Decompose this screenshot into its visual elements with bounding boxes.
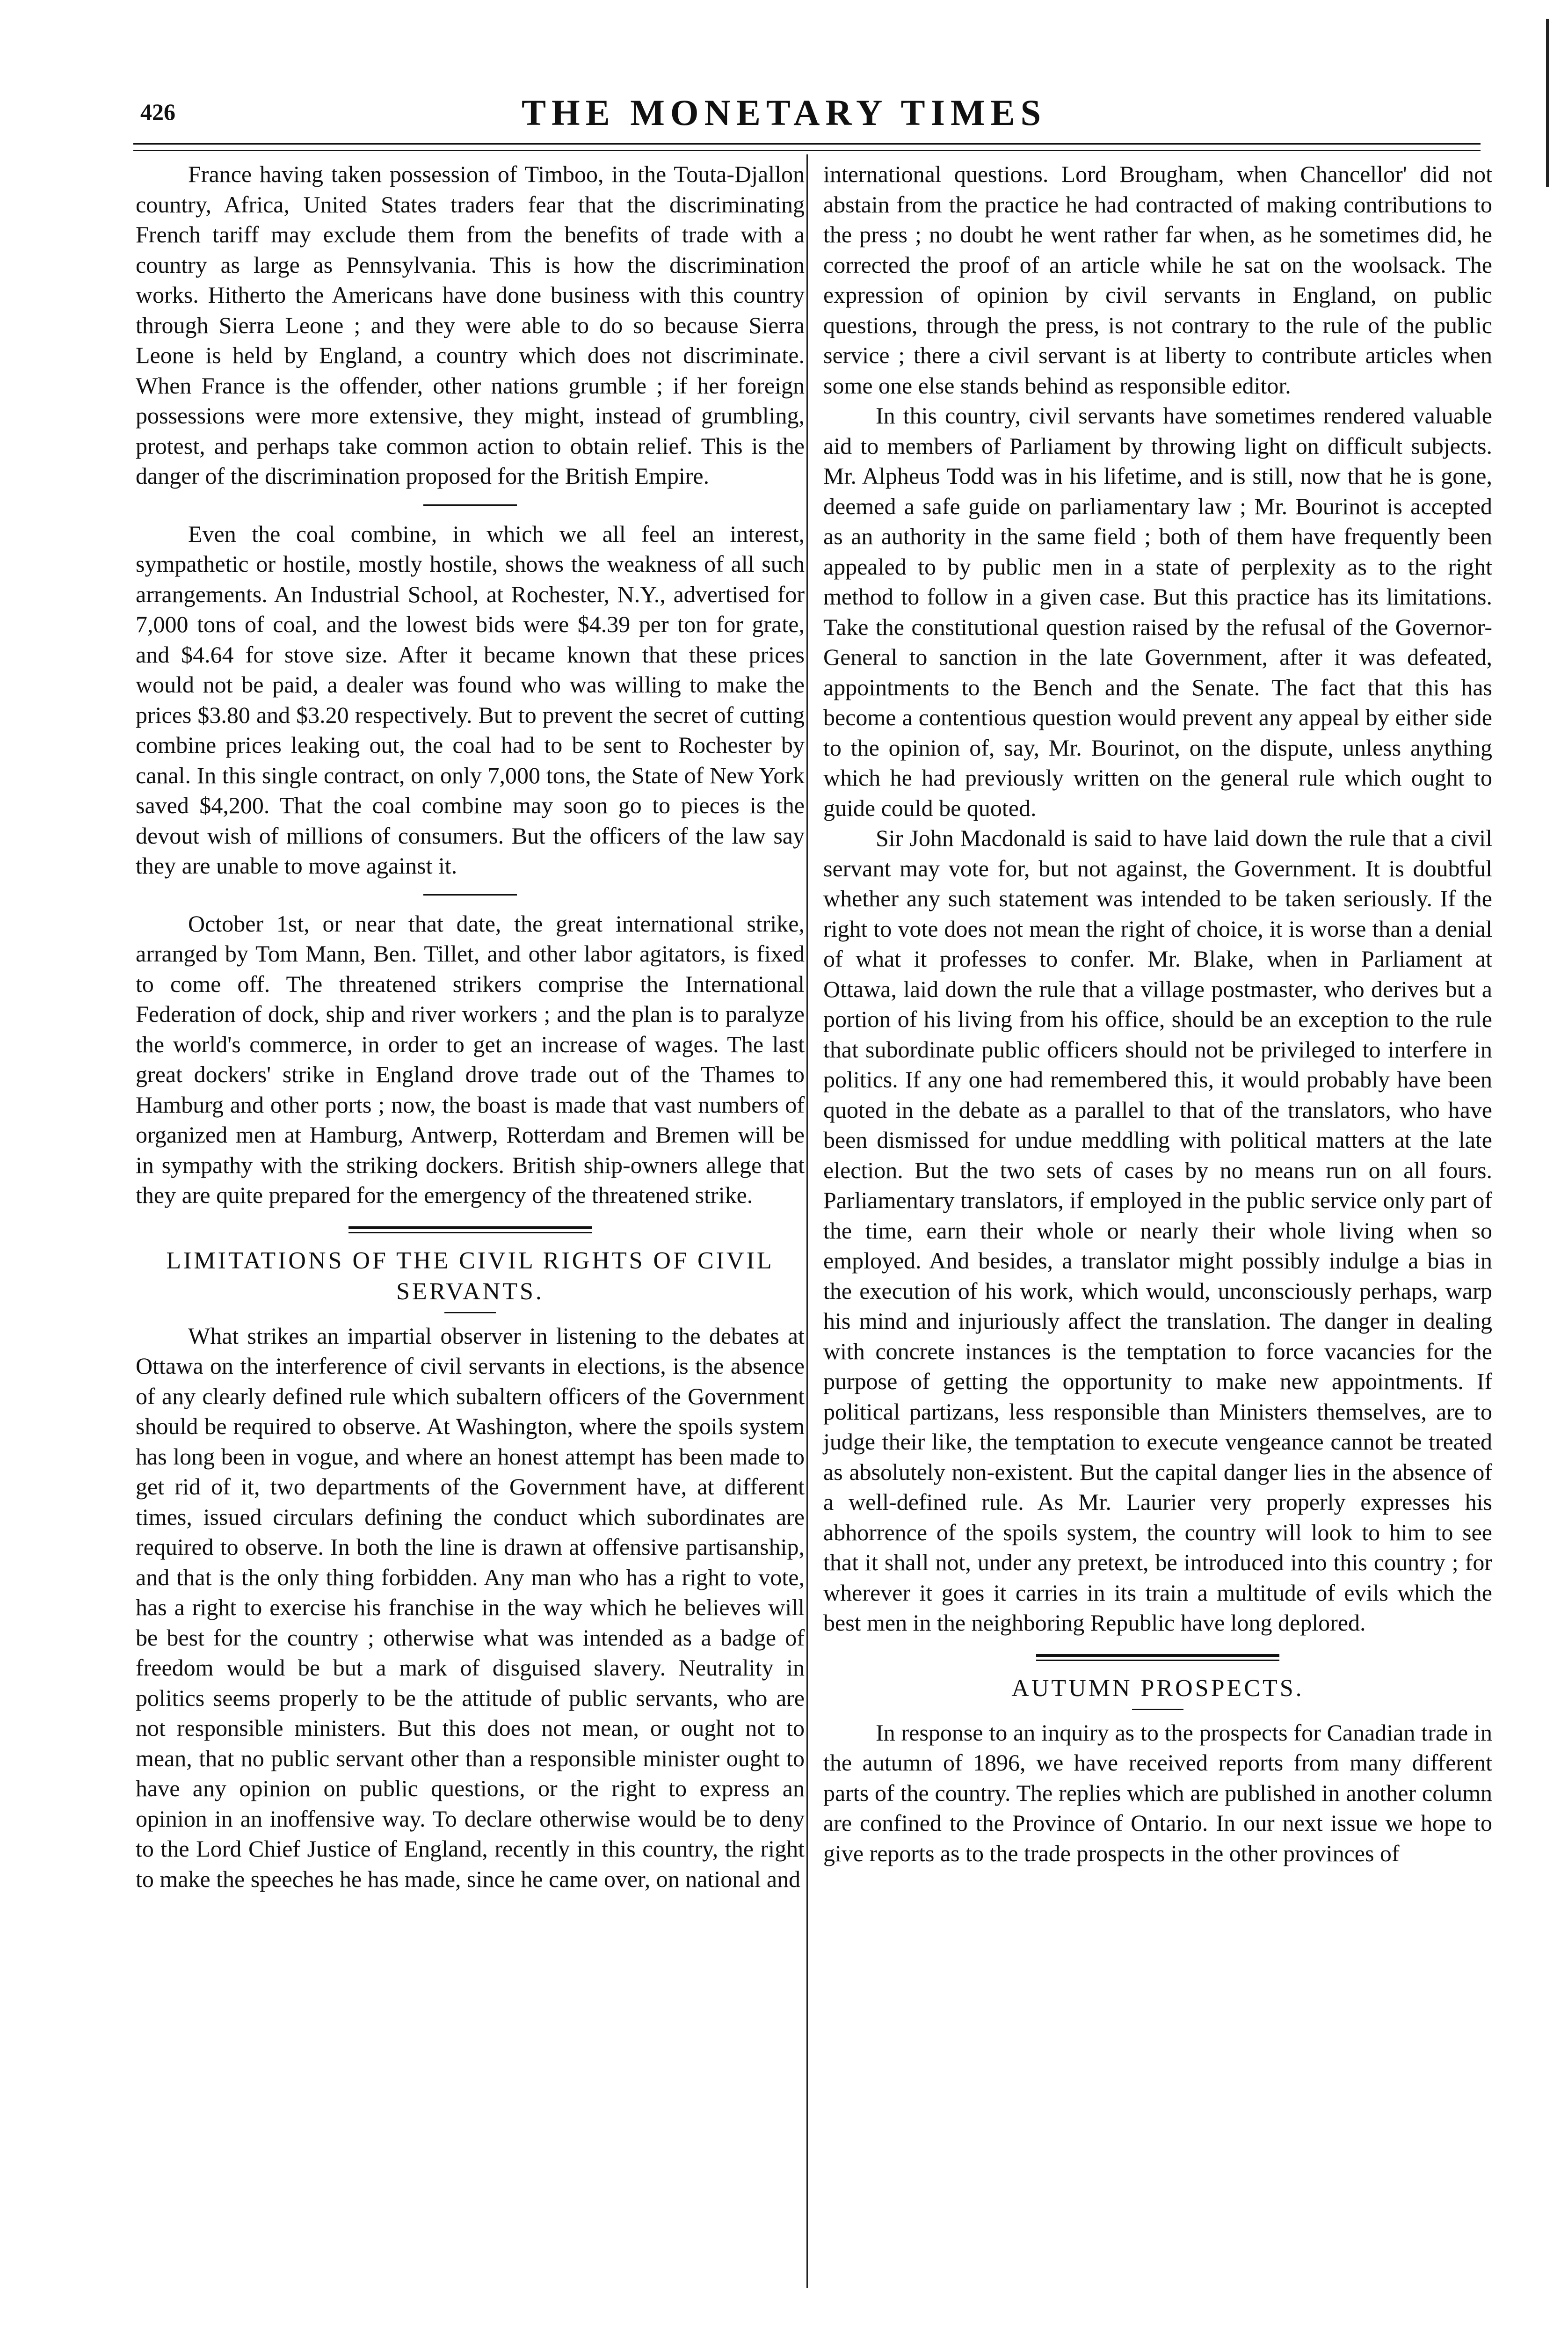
heading-rule bbox=[444, 1312, 496, 1313]
paragraph-civil-rights: What strikes an impartial observer in listening to the debates at Ottawa on the interference of civil servants in elections, is the absence of any clearly defined rule which subaltern officers of the Government should be required to observe. At Washington, where the spoils system has long been in vogue, and where an honest attempt has been made to get rid of it, two departments of the Government have, at different times, issued circulars defining the conduct which subordinates are required to observe. In both the line is drawn at offensive partisanship, and that is the only thing forbidden. Any man who has a right to vote, has a right to exercise his franchise in the way which he believes will be best for the country ; otherwise what was intended as a badge of freedom would be but a mark of disguised slavery. Neutrality in politics seems properly to be the attitude of public servants, who are not responsible ministers. But this does not mean, or ought not to mean, that no public servant other than a responsible minister ought to have any opinion on public questions, or the right to express an opinion in an inoffensive way. To declare otherwise would be to deny to the Lord Chief Justice of England, recently in this country, the right to make the speeches he has made, since he came over, on national and bbox=[136, 1322, 805, 1892]
article-heading-autumn-prospects: AUTUMN PROSPECTS. bbox=[1011, 1675, 1304, 1702]
header-rule bbox=[133, 143, 1481, 151]
page-number: 426 bbox=[140, 99, 175, 125]
publication-title: THE MONETARY TIMES bbox=[522, 92, 1046, 133]
paragraph-international-strike: October 1st, or near that date, the great international strike, arranged by Tom Mann, Ben. Tillet, and other labor agitators, is fixed to come off. The threatened strikers comprise the International Federation of dock, ship and river workers ; and the plan is to paralyze the world's commerce, in order to get an increase of wages. The last great dockers' strike in England drove trade out of the Thames to Hamburg and other ports ; now, the boast is made that vast numbers of organized men at Hamburg, Antwerp, Rotterdam and Bremen will be in sympathy with the striking dockers. British ship-owners allege that they are quite prepared for the emergency of the threatened strike. bbox=[136, 910, 805, 1208]
heading-rule bbox=[1132, 1709, 1183, 1710]
paragraph-autumn-prospects: In response to an inquiry as to the prospects for Canadian trade in the autumn of 1896, we have received reports from many different parts of the country. The replies which are published in another column are confined to the Province of Ontario. In our next issue we hope to give reports as to the trade prospects in the other provinces of bbox=[823, 1719, 1492, 1866]
short-separator bbox=[423, 504, 517, 506]
article-heading-civil-rights: LIMITATIONS OF THE CIVIL RIGHTS OF CIVIL SERVANTS. bbox=[166, 1247, 774, 1305]
left-column bbox=[136, 159, 805, 1894]
right-column bbox=[823, 159, 1492, 1868]
double-separator bbox=[1036, 1654, 1279, 1661]
short-separator bbox=[423, 894, 517, 896]
double-separator bbox=[348, 1226, 592, 1233]
paragraph-civil-servants-aid: In this country, civil servants have sometimes rendered valuable aid to members of Parliament by throwing light on difficult subjects. Mr. Alpheus Todd was in his lifetime, and is still, now that he is gone, deemed a safe guide on parliamentary law ; Mr. Bourinot is accepted as an authority in the same field ; both of them have frequently been appealed to by public men in a state of perplexity as to the right method to follow in a given case. But this practice has its limitations. Take the constitutional question raised by the refusal of the Governor-General to sanction in the late Government, after it was defeated, appointments to the Bench and the Senate. The fact that this has become a contentious question would prevent any appeal by either side to the opinion of, say, Mr. Bourinot, on the dispute, unless anything which he had previously written on the general rule which ought to guide could be quoted. bbox=[823, 402, 1492, 821]
column-divider bbox=[806, 154, 808, 2288]
paragraph-macdonald-rule: Sir John Macdonald is said to have laid down the rule that a civil servant may vote for, but not against, the Government. It is doubtful whether any such statement was intended to be taken seriously. If the right to vote does not mean the right of choice, it is worse than a denial of what it professes to confer. Mr. Blake, when in Parliament at Ottawa, laid down the rule that a village postmaster, who derives but a portion of his living from his office, should be an exception to the rule that subordinate public officers should not be privileged to interfere in politics. If any one had remembered this, it would probably have been quoted in the debate as a parallel to that of the translators, who have been dismissed for undue meddling with political matters at the late election. But the two sets of cases by no means run on all fours. Parliamentary translators, if employed in the public service only part of the time, earn their whole or nearly their whole living when so employed. And besides, a translator might possibly indulge a bias in the execution of his work, which would, unconsciously perhaps, warp his mind and injuriously affect the translation. The danger in dealing with concrete instances is the temptation to force vacancies for the purpose of getting the opportunity to make new appointments. If political partizans, less responsible than Ministers themselves, are to judge their like, the temptation to execute vengeance cannot be treated as absolutely non-existent. But the capital danger lies in the absence of a well-defined rule. As Mr. Laurier very properly expresses his abhorrence of the spoils system, the country will look to him to see that it shall not, under any pretext, be introduced into this country ; for wherever it goes it carries in its train a multitude of evils which the best men in the neighboring Republic have long deplored. bbox=[823, 825, 1492, 1636]
paragraph-coal-combine: Even the coal combine, in which we all feel an interest, sympathetic or hostile, mostly hostile, shows the weakness of all such arrangements. An Industrial School, at Rochester, N.Y., advertised for 7,000 tons of coal, and the lowest bids were $4.39 per ton for grate, and $4.64 for stove size. After it became known that these prices would not be paid, a dealer was found who was willing to make the prices $3.80 and $3.20 respectively. But to prevent the secret of cutting combine prices leaking out, the coal had to be sent to Rochester by canal. In this single contract, on only 7,000 tons, the State of New York saved $4,200. That the coal combine may soon go to pieces is the devout wish of millions of consumers. But the officers of the law say they are unable to move against it. bbox=[136, 520, 805, 879]
paragraph-continuation: international questions. Lord Brougham, when Chancellor' did not abstain from the practice he had contracted of making contributions to the press ; no doubt he went rather far when, as he sometimes did, he corrected the proof of an article while he sat on the woolsack. The expression of opinion by civil servants in England, on public questions, through the press, is not contrary to the rule of the public service ; there a civil servant is at liberty to contribute articles when some one else stands behind as responsible editor. bbox=[823, 161, 1492, 399]
paragraph-france-timboo: France having taken possession of Timboo, in the Touta-Djallon country, Africa, United States traders fear that the discriminating French tariff may exclude them from the benefits of trade with a country as large as Pennsylvania. This is how the discrimination works. Hitherto the Americans have done business with this country through Sierra Leone ; and they were able to do so because Sierra Leone is held by England, a country which does not discriminate. When France is the offender, other nations grumble ; if her foreign possessions were more extensive, they might, instead of grumbling, protest, and perhaps take common action to obtain relief. This is the danger of the discrimination proposed for the British Empire. bbox=[136, 161, 805, 489]
margin-mark bbox=[1546, 19, 1549, 187]
